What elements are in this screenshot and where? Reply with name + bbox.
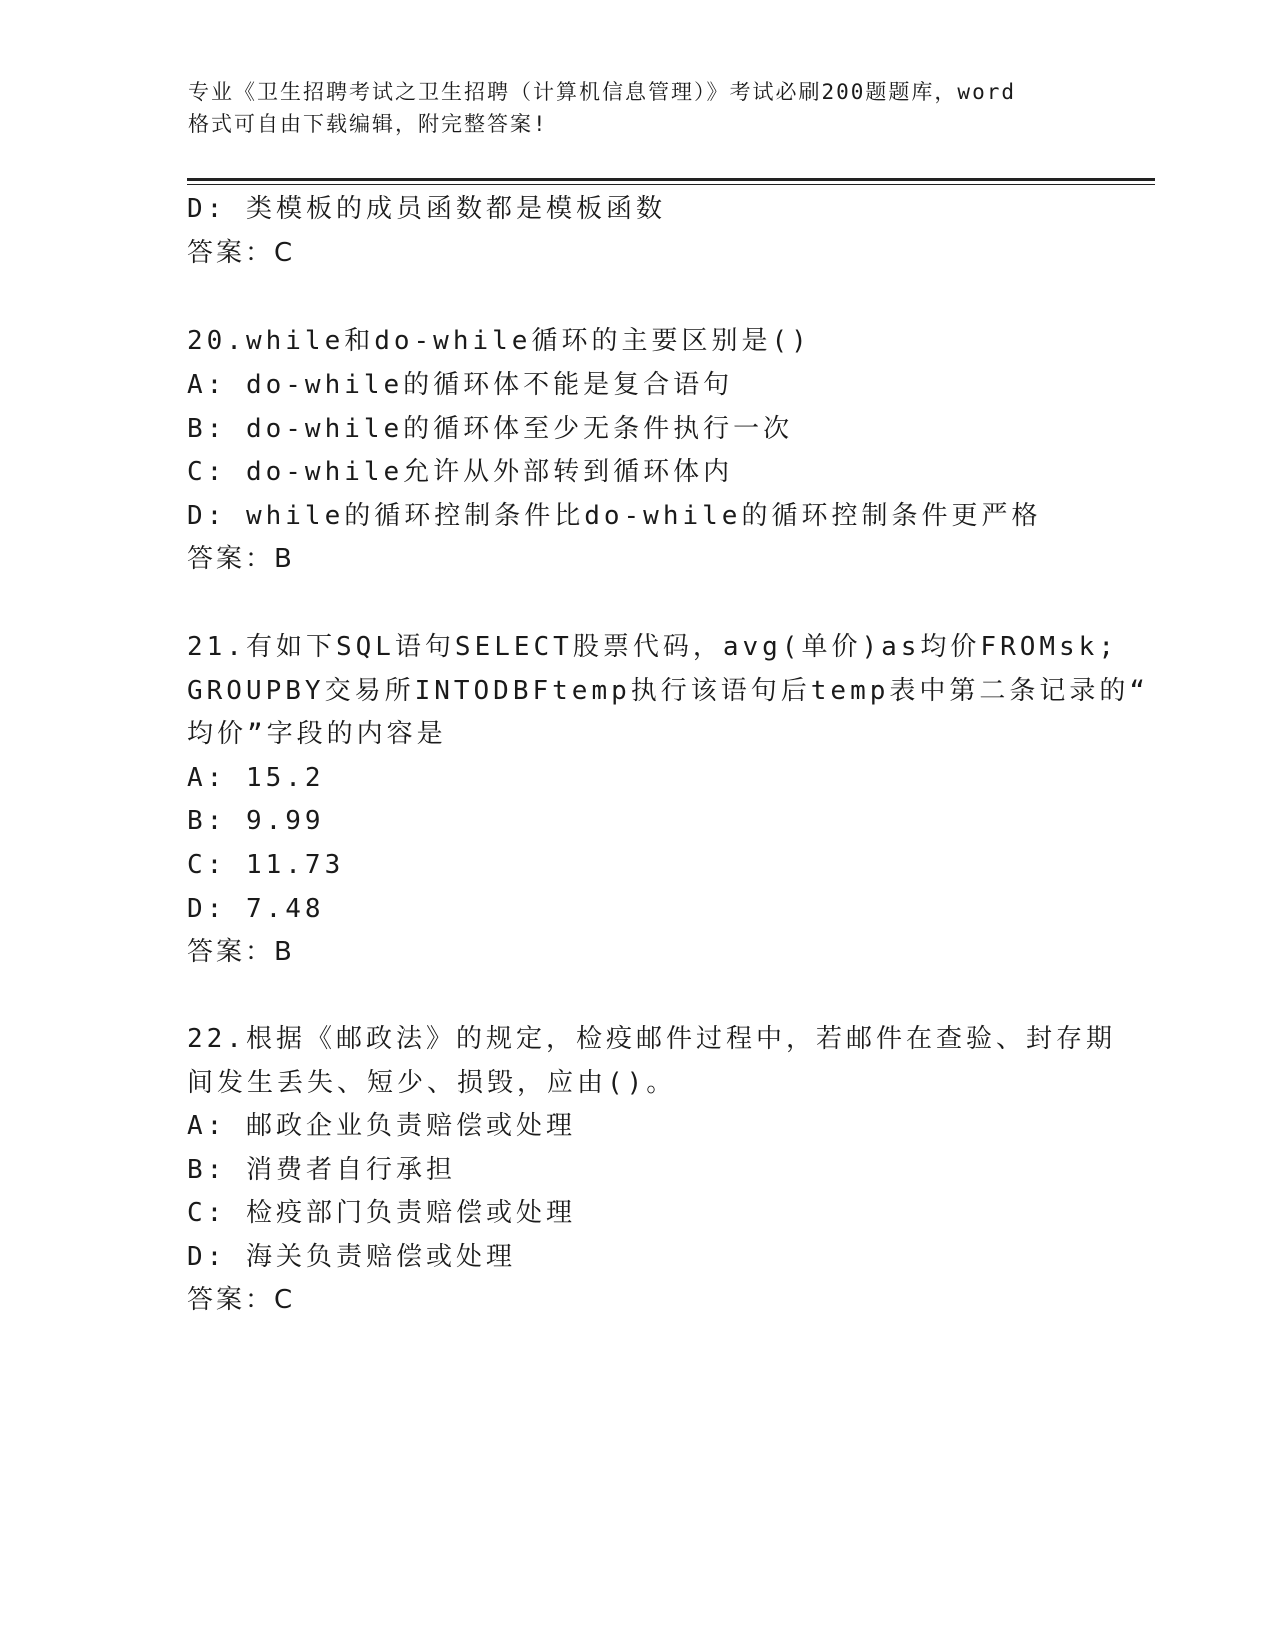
question-20-option-a: A: do-while的循环体不能是复合语句 <box>187 370 734 400</box>
question-22-option-b: B: 消费者自行承担 <box>187 1155 456 1185</box>
question-21-option-d: D: 7.48 <box>187 894 325 924</box>
question-21-option-c: C: 11.73 <box>187 850 345 880</box>
question-22-stem-line-2: 间发生丢失、短少、损毁，应由()。 <box>187 1068 677 1098</box>
header-rule-thin <box>187 184 1155 185</box>
question-21-stem-line-3: 均价”字段的内容是 <box>187 719 447 749</box>
question-20-option-d: D: while的循环控制条件比do-while的循环控制条件更严格 <box>187 501 1042 531</box>
prev-answer: 答案：C <box>187 238 296 268</box>
question-22-option-a: A: 邮政企业负责赔偿或处理 <box>187 1111 576 1141</box>
question-20-answer: 答案：B <box>187 544 295 574</box>
question-20-option-c: C: do-while允许从外部转到循环体内 <box>187 457 734 487</box>
question-22-answer: 答案：C <box>187 1285 296 1315</box>
question-21-option-b: B: 9.99 <box>187 806 325 836</box>
question-20-stem: 20.while和do-while循环的主要区别是() <box>187 326 811 356</box>
question-22-option-d: D: 海关负责赔偿或处理 <box>187 1242 516 1272</box>
header-line-2: 格式可自由下载编辑，附完整答案! <box>188 112 548 136</box>
header-rule-thick <box>187 178 1155 181</box>
prev-option-d: D: 类模板的成员函数都是模板函数 <box>187 194 666 224</box>
question-21-answer: 答案：B <box>187 937 295 967</box>
question-21-option-a: A: 15.2 <box>187 763 325 793</box>
question-21-stem-line-2: GROUPBY交易所INTODBFtemp执行该语句后temp表中第二条记录的“ <box>187 676 1150 706</box>
question-20-option-b: B: do-while的循环体至少无条件执行一次 <box>187 414 794 444</box>
question-22-option-c: C: 检疫部门负责赔偿或处理 <box>187 1198 576 1228</box>
question-22-stem-line-1: 22.根据《邮政法》的规定，检疫邮件过程中，若邮件在查验、封存期 <box>187 1024 1116 1054</box>
question-21-stem-line-1: 21.有如下SQL语句SELECT股票代码，avg(单价)as均价FROMsk; <box>187 632 1118 662</box>
header-line-1: 专业《卫生招聘考试之卫生招聘（计算机信息管理）》考试必刷200题题库，word <box>188 80 1016 104</box>
